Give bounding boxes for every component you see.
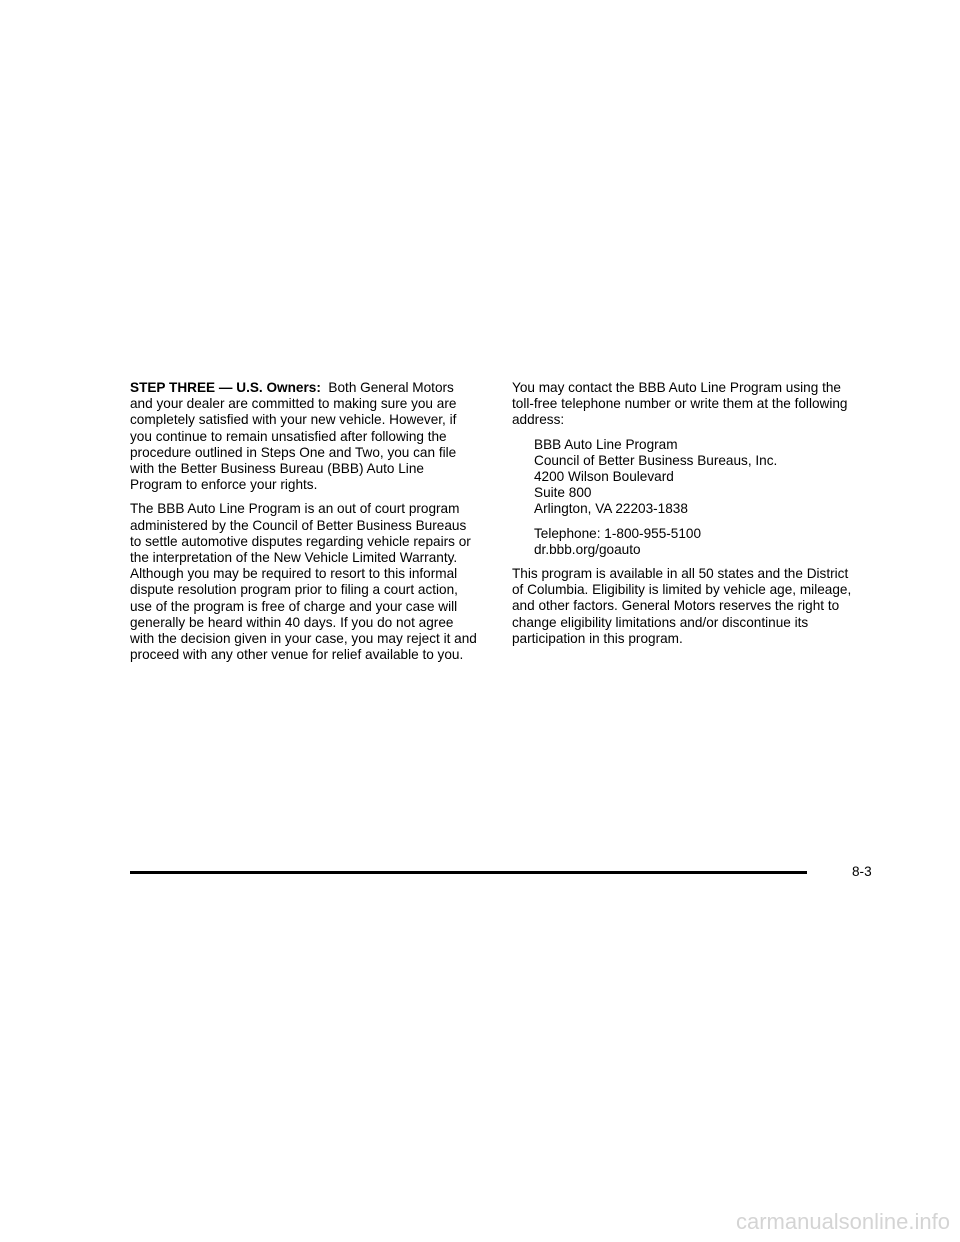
address-line: Suite 800 <box>534 485 592 501</box>
availability-paragraph <box>512 566 874 647</box>
paragraph-line: dispute resolution program prior to filing a court action, <box>130 582 458 598</box>
paragraph-line: proceed with any other venue for relief available to you. <box>130 647 464 663</box>
paragraph-line: procedure outlined in Steps One and Two, you can file <box>130 444 457 460</box>
paragraph-line: the interpretation of the New Vehicle Limited Warranty. <box>130 550 458 566</box>
paragraph-line: participation in this program. <box>512 630 683 646</box>
paragraph-line: STEP THREE — U.S. Owners: Both General Motors <box>130 380 454 395</box>
paragraph-line: This program is available in all 50 states and the District <box>512 566 849 582</box>
mailing-address <box>512 437 874 518</box>
paragraph-line: with the Better Business Bureau (BBB) Auto Line <box>130 461 424 477</box>
paragraph-line: generally be heard within 40 days. If you do not agree <box>130 614 454 630</box>
step-three-paragraph <box>130 380 492 493</box>
paragraph-line: use of the program is free of charge and your case will <box>130 598 458 614</box>
website-line: dr.bbb.org/goauto <box>534 541 641 557</box>
watermark-text: carmanualsonline.info <box>735 1209 950 1234</box>
paragraph-line: administered by the Council of Better Business Bureaus <box>130 517 467 533</box>
paragraph-line: you continue to remain unsatisfied after following the <box>130 428 447 444</box>
bbb-program-paragraph <box>130 501 492 663</box>
address-line: BBB Auto Line Program <box>534 436 678 452</box>
paragraph-line: change eligibility limitations and/or discontinue its <box>512 614 809 630</box>
right-column <box>512 380 874 655</box>
footer-rule <box>130 871 807 874</box>
address-line: 4200 Wilson Boulevard <box>534 469 674 485</box>
paragraph-line: You may contact the BBB Auto Line Program using the <box>512 380 841 395</box>
page-number: 8-3 <box>852 864 872 879</box>
contact-info <box>512 526 874 558</box>
paragraph-line: toll-free telephone number or write them at the following <box>512 396 848 412</box>
telephone-line: Telephone: 1-800-955-5100 <box>534 525 702 541</box>
paragraph-line: with the decision given in your case, you may reject it and <box>130 631 477 647</box>
contact-intro-paragraph <box>512 380 874 429</box>
paragraph-line: Although you may be required to resort to this informal <box>130 566 458 582</box>
paragraph-line: and other factors. General Motors reserves the right to <box>512 598 840 614</box>
address-line: Council of Better Business Bureaus, Inc. <box>534 452 778 468</box>
paragraph-line: to settle automotive disputes regarding vehicle repairs or <box>130 533 471 549</box>
paragraph-line: address: <box>512 412 565 428</box>
paragraph-line: The BBB Auto Line Program is an out of court program <box>130 501 460 517</box>
step-three-heading: STEP THREE — U.S. Owners: <box>130 380 321 395</box>
paragraph-line: and your dealer are committed to making sure you are <box>130 396 457 412</box>
paragraph-line: completely satisfied with your new vehicle. However, if <box>130 412 457 428</box>
left-column <box>130 380 492 671</box>
paragraph-line: of Columbia. Eligibility is limited by vehicle age, mileage, <box>512 582 852 598</box>
paragraph-line: Program to enforce your rights. <box>130 477 318 493</box>
address-line: Arlington, VA 22203-1838 <box>534 501 688 517</box>
